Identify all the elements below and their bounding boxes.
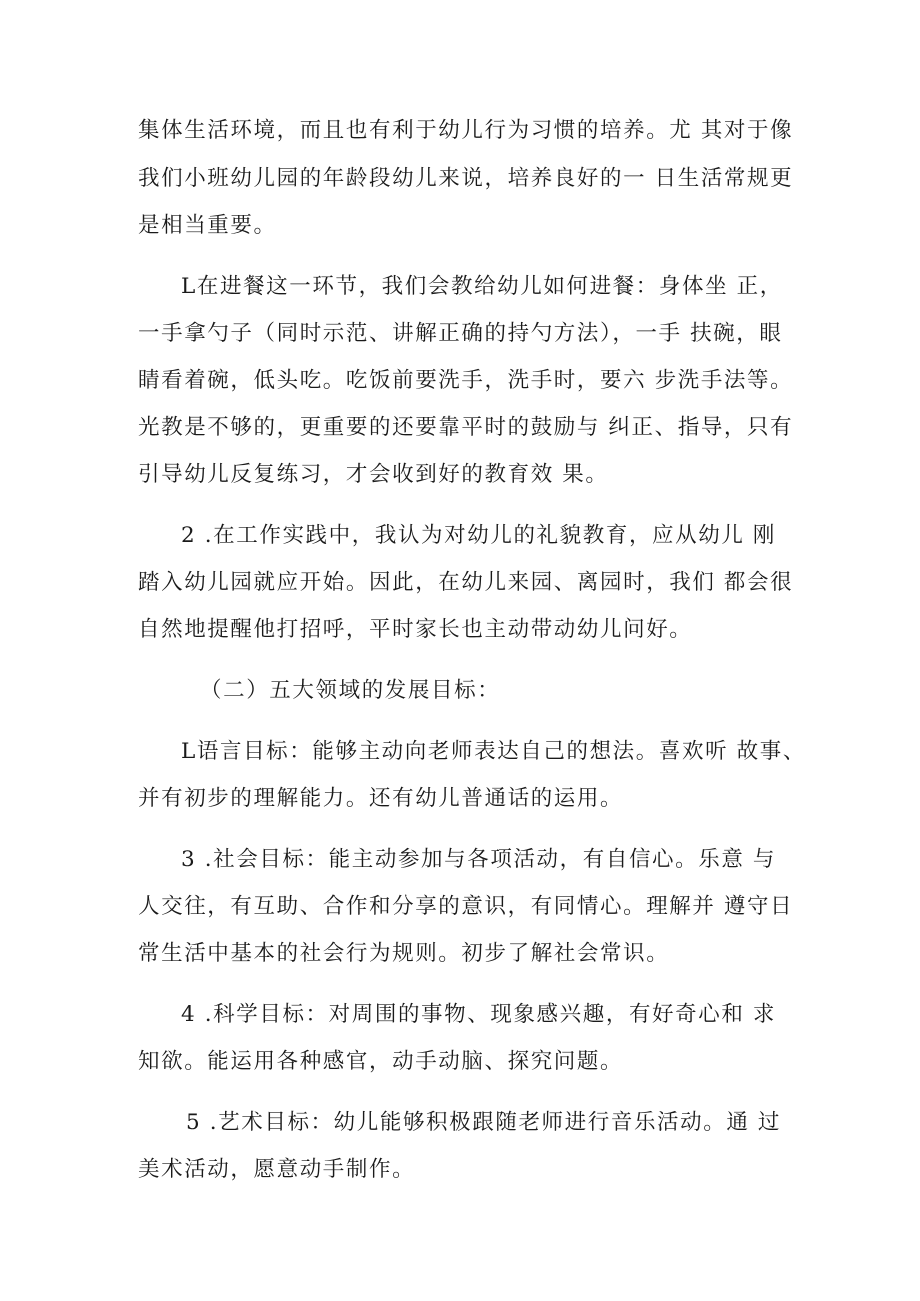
paragraph-3-line-2: 踏入幼儿园就应开始。因此，在幼儿来园、离园时，我们 都会很 bbox=[138, 570, 794, 595]
paragraph-social-line-1: 3 .社会目标：能主动参加与各项活动，有自信心。乐意 与 bbox=[181, 847, 776, 872]
paragraph-2-line-4: 光教是不够的，更重要的还要靠平时的鼓励与 纠正、指导，只有 bbox=[138, 415, 794, 440]
paragraph-language-line-1: L语言目标：能够主动向老师表达自己的想法。喜欢听 故事、 bbox=[181, 739, 806, 764]
paragraph-1-line-3: 是相当重要。 bbox=[138, 213, 277, 238]
paragraph-science-line-1: 4 .科学目标：对周围的事物、现象感兴趣，有好奇心和 求 bbox=[181, 1002, 776, 1027]
paragraph-1-line-2: 我们小班幼儿园的年龄段幼儿来说，培养良好的一 日生活常规更 bbox=[138, 166, 794, 191]
paragraph-3-line-3: 自然地提醒他打招呼，平时家长也主动带动幼儿问好。 bbox=[138, 617, 693, 642]
paragraph-2-line-1: L在进餐这一环节，我们会教给幼儿如何进餐：身体坐 正， bbox=[181, 274, 783, 299]
paragraph-2-line-5: 引导幼儿反复练习，才会收到好的教育效 果。 bbox=[138, 462, 609, 487]
paragraph-art-line-1: 5 .艺术目标：幼儿能够积极跟随老师进行音乐活动。通 过 bbox=[186, 1110, 781, 1135]
paragraph-language-line-2: 并有初步的理解能力。还有幼儿普通话的运用。 bbox=[138, 786, 624, 811]
paragraph-social-line-3: 常生活中基本的社会行为规则。初步了解社会常识。 bbox=[138, 941, 670, 966]
paragraph-1-line-1: 集体生活环境，而且也有利于幼儿行为习惯的培养。尤 其对于像 bbox=[138, 118, 794, 143]
paragraph-2-line-3: 睛看着碗，低头吃。吃饭前要洗手，洗手时，要六 步洗手法等。 bbox=[138, 368, 794, 393]
paragraph-science-line-2: 知欲。能运用各种感官，动手动脑、探究问题。 bbox=[138, 1049, 624, 1074]
paragraph-art-line-2: 美术活动，愿意动手制作。 bbox=[138, 1157, 416, 1182]
paragraph-3-line-1: 2 .在工作实践中，我认为对幼儿的礼貌教育，应从幼儿 刚 bbox=[181, 523, 776, 548]
section-heading: （二）五大领域的发展目标： bbox=[200, 678, 501, 703]
paragraph-2-line-2: 一手拿勺子（同时示范、讲解正确的持勺方法），一手 扶碗，眼 bbox=[138, 321, 783, 346]
paragraph-social-line-2: 人交往，有互助、合作和分享的意识，有同情心。理解并 遵守日 bbox=[138, 894, 794, 919]
